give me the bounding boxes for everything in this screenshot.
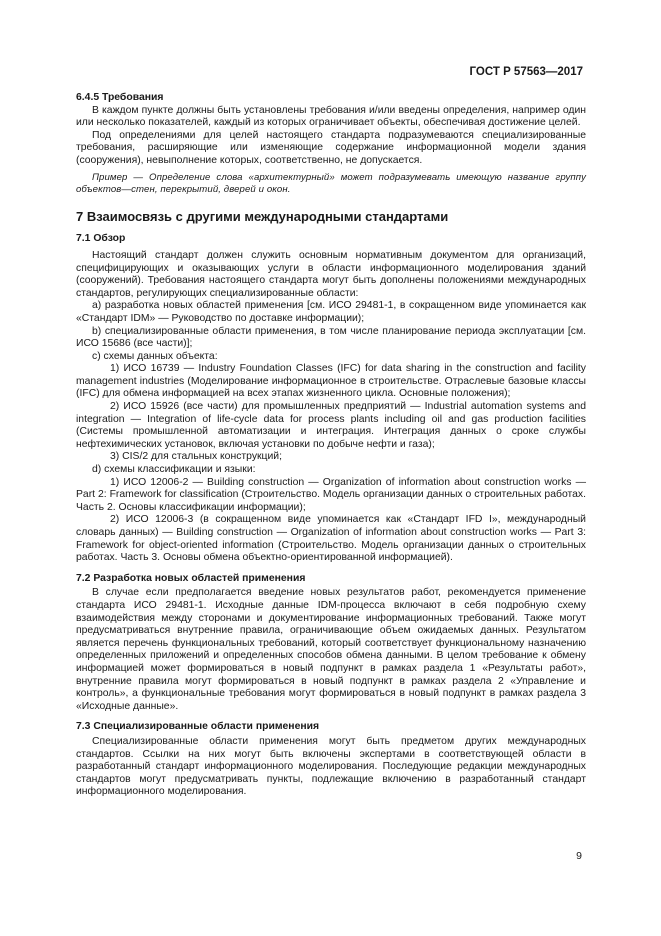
section-7-3-title: 7.3 Специализированные области применения [76, 721, 320, 733]
paragraph: Под определениями для целей настоящего стандарта подразумеваются специализированные требования, расширяющие или изменяющие содержание информационной модели здания (сооружения), невыполнение которых, соответственно, не допускается. [76, 129, 586, 166]
paragraph: Специализированные области применения могут быть предметом других международных стандартов. Ссылки на них могут быть включены экспертами в соответствующей области в разработанный стандарт информационного моделирования. Последующие редакции международных стандартов могут предусматривать пункты, подлежащие включению в разработанный стандарт информационного моделирования. [76, 735, 586, 798]
paragraph: В случае если предполагается введение новых результатов работ, рекомендуется применение стандарта ИСО 29481-1. Исходные данные IDM-процесса включают в себя подробную схему взаимодействия между сторонами и документирование информационных требований. Также могут предусматриваться внутренние правила, ограничивающие объем ожидаемых данных. Результатом является перечень функциональных требований, который соответствует функциональному назначению определенных приложений и определенных способов обмена данными. В целом требование к обмену информацией может формироваться в новый подпункт в рамках раздела 1 «Результаты работ», внутренние правила могут формироваться в новый подпункт в рамках раздела 2 «Управление и контроль», а функциональные требования могут формироваться в новый подпункт в рамках раздела 3 «Исходные данные». [76, 587, 586, 712]
section-6-4-5-title: 6.4.5 Требования [76, 92, 164, 103]
list-item: d) схемы классификации и языки: [92, 464, 256, 476]
paragraph: В каждом пункте должны быть установлены требования и/или введены определения, например один или несколько показателей, каждый из которых ограничивает объекты, обеспечивая достижение целей. [76, 104, 586, 129]
list-item: b) специализированные области применения, в том числе планирование периода эксплуатации [см. ИСО 15686 (все части)]; [76, 325, 586, 350]
section-7-title: 7 Взаимосвязь с другими международными стандартами [76, 208, 449, 224]
list-item: a) разработка новых областей применения [см. ИСО 29481-1, в сокращенном виде упоминается как «Стандарт IDM» — Руководство по доставке информации); [76, 300, 586, 324]
paragraph: Настоящий стандарт должен служить основным нормативным документом для организаций, специфицирующих и оказывающих услуги в области информационного моделирования зданий (сооружений). Требования настоящего стандарта могут быть дополнены положениями международных стандартов, регулирующих специализированные области: [76, 249, 586, 299]
page-content [76, 92, 586, 799]
list-subitem: 1) ИСО 16739 — Industry Foundation Classes (IFC) for data sharing in the construction and facility management industries (Моделирование информационное в строительстве. Отраслевые базовые классы (IFC) для обмена информацией на всех этапах жизненного цикла. Основные положения); [76, 363, 586, 400]
list-subitem: 3) CIS/2 для стальных конструкций; [110, 451, 283, 463]
page-number: 9 [576, 850, 582, 862]
example-note: Пример — Определение слова «архитектурный» может подразумевать имеющую название группу объектов—стен, перекрытий, дверей и окон. [76, 171, 586, 196]
list-subitem: 2) ИСО 12006-3 (в сокращенном виде упоминается как «Стандарт IFD I», международный словарь данных) — Building construction — Organization of information about construction works — Part 3: Framework for object-oriented information (Строительство. Модель организации данных о строительных работах. Часть 3. Основы обмена объектно-ориентированной информацией). [76, 514, 586, 564]
list-item: c) схемы данных объекта: [92, 350, 218, 362]
list-subitem: 1) ИСО 12006-2 — Building construction — Organization of information about construction works — Part 2: Framework for classification (Строительство. Модель организации данных о строительных работах. Часть 2. Основы классификации информации); [76, 476, 586, 513]
list-subitem: 2) ИСО 15926 (все части) для промышленных предприятий — Industrial automation systems and integration — Integration of life-cycle data for process plants including oil and gas production facilities (Системы промышленной автоматизации и интеграция. Интеграция данных о сроке службы нефтехимических установок, включая установки по добыче нефти и газа); [76, 401, 586, 450]
section-7-1-title: 7.1 Обзор [76, 233, 126, 245]
document-header: ГОСТ Р 57563—2017 [469, 66, 583, 78]
section-7-2-title: 7.2 Разработка новых областей применения [76, 572, 306, 584]
